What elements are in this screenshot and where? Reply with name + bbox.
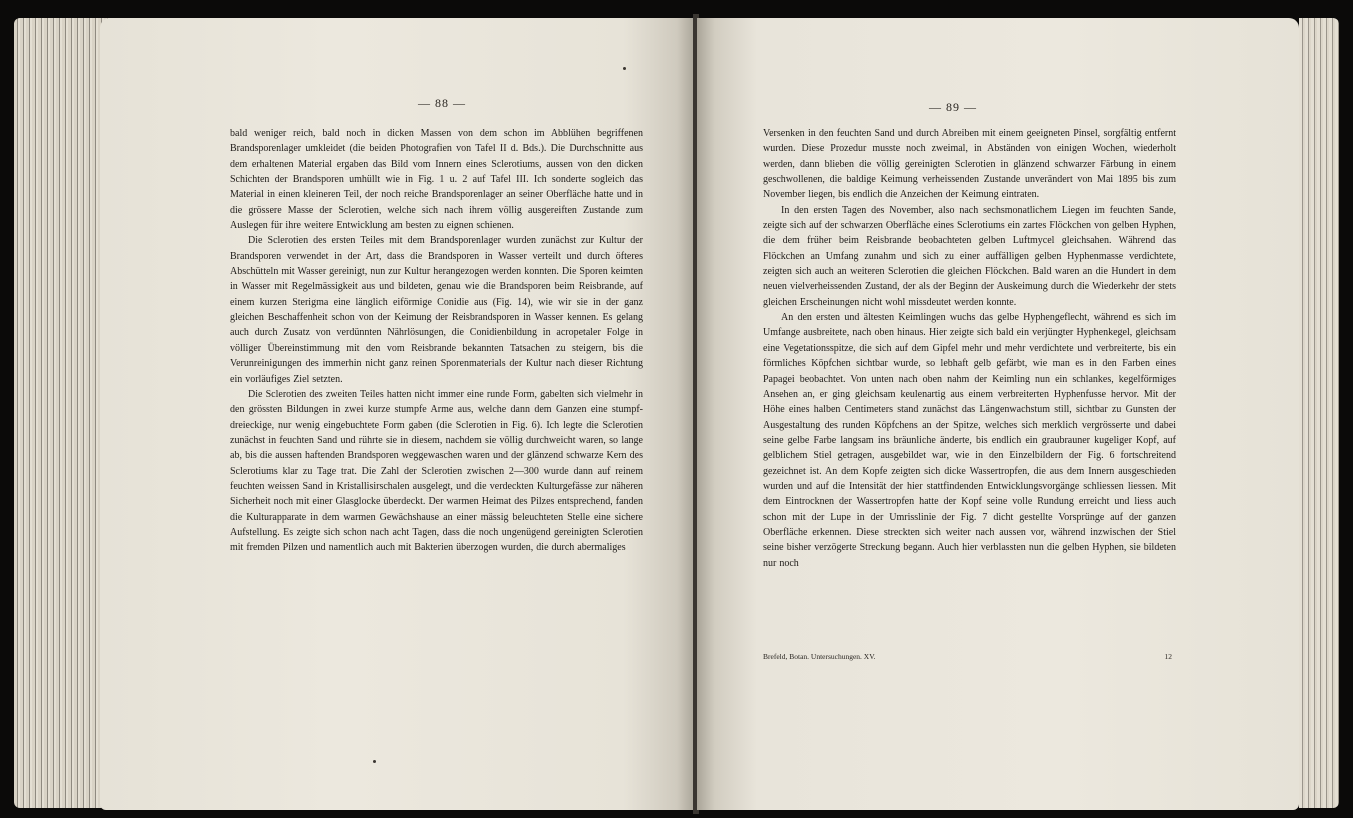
- left-page-edges: [14, 18, 114, 808]
- left-paragraph-1: bald weniger reich, bald noch in dicken Massen von dem schon im Abblühen begriffenen Brandsporenlager umkleidet (die beiden Photografien von Tafel II d. Bds.). Die Durchschnitte aus dem erhaltenen Material ergaben das Bild vom Innern eines Sclerotiums, aussen von den dicken Schichten der Brandsporen umhüllt wie in Fig. 1 u. 2 auf Tafel III. Ich sonderte sogleich das Material in einen kleineren Teil, der noch reiche Brandsporenlager an seiner Oberfläche hatte und in die grössere Masse der Sclerotien, welche sich nach ihrem völlig ausgereiften Zustande zum Auslegen für ihre weitere Entwicklung am besten zu eignen schienen.: [230, 128, 643, 232]
- right-page-edges: [1299, 18, 1339, 808]
- left-page-number: — 88 —: [418, 96, 466, 110]
- left-paragraph-2: Die Sclerotien des ersten Teiles mit dem Brandsporenlager wurden zunächst zur Kultur der Brandsporen verwendet in der Art, dass die Brandsporen in Wasser verteilt und durch öfteres Abschütteln mit Wasser gereinigt, nun zur Kultur herangezogen werden konnten. Die Sporen keimten in Wasser mit Regelmässigkeit aus und bildeten, genau wie die Brandsporen beim Reisbrande, auf einem kurzen Sterigma eine länglich eiförmige Conidie aus (Fig. 14), wie wir sie in der ganz gleichen Beschaffenheit schon von der Keimung der Reisbrandsporen in Wasser kennen. Es gelang auch durch Zusatz von verdünnten Nährlösungen, die Conidienbildung in acropetaler Folge in völliger Übereinstimmung mit den vom Reisbrande bekannten Tatsachen zu steigern, bis die Verunreinigungen des immerhin nicht ganz reinen Sporenmaterials der Kultur nach dieser Richtung ein vorläufiges Ziel setzten.: [230, 235, 643, 385]
- left-page-text: [230, 126, 643, 556]
- left-page: [100, 18, 695, 810]
- right-paragraph-3: An den ersten und ältesten Keimlingen wuchs das gelbe Hyphengeflecht, während es sich im Umfange ausbreitete, nach oben hinaus. Hier zeigte sich bald ein verjüngter Hyphenkegel, gleichsam eine Vegetationsspitze, die sich auf dem Gipfel mehr und mehr verdichtete und verbreiterte, bis ein förmliches Köpfchen sichtbar wurde, so lebhaft gelb gefärbt, wie man es in den Farben eines Papagei beobachtet. Von unten nach oben nahm der Keimling nun ein schlankes, kegelförmiges Ansehen an, er ging gleichsam keulenartig aus einem verbreiterten Hyphenfusse hervor. Mit der Höhe eines halben Centimeters stand zunächst das Längenwachstum still, sichtbar zu Gunsten der Ausgestaltung des runden Köpfchens an der Spitze, welches sich merklich vergrösserte und dabei seine gelbe Farbe langsam ins bräunliche änderte, bis endlich ein graubrauner kugeliger Kopf, auf gelblichem Stiel getragen, ausgebildet war, wie in den Einzelbildern der Fig. 6 fortschreitend gezeichnet ist. An dem Kopfe zeigten sich dicke Wassertropfen, die aus dem Innern ausgeschieden wurden und auf die Intensität der hier stattfindenden Entwicklungsvorgänge schliessen liessen. Mit dem Eintrocknen der Wassertropfen hatte der Kopf seine volle Rundung erreicht und liess auch schon mit der Lupe in der Umrisslinie der Fig. 7 dicht gestellte Vorsprünge auf der ganzen Oberfläche erkennen. Diese streckten sich weiter nach aussen vor, während inzwischen der Stiel seine bisher verzögerte Streckung begann. Auch hier verblassten nun die gelben Hyphen, sie bildeten nur noch: [763, 312, 1176, 569]
- paper-speck: [373, 760, 376, 763]
- right-page-number: — 89 —: [929, 100, 977, 114]
- right-page-text: [763, 126, 1176, 571]
- right-paragraph-2: In den ersten Tagen des November, also nach sechsmonatlichem Liegen im feuchten Sande, zeigte sich auf der schwarzen Oberfläche eines Sclerotiums ein zartes Flöckchen von gelben Hyphen, die dem früher beim Reisbrande beobachteten gelben Luftmycel gleichsahen. Während das Flöckchen an Umfang zunahm und sich zu einer auffälligen gelben Hyphenmasse verdichtete, zeigten sich auch an weiteren Sclerotien die gleichen Flöckchen. Bald waren an die Hundert in dem neuen vielverheissenden Zustand, der als der Beginn der Auskeimung durch die Wiederkehr der stets gleichen Erscheinungen nicht wohl missdeutet werden konnte.: [763, 204, 1176, 308]
- left-paragraph-3: Die Sclerotien des zweiten Teiles hatten nicht immer eine runde Form, gabelten sich vielmehr in den grössten Bildungen in zwei kurze stumpfe Arme aus, welche dann dem Ganzen eine stumpf-dreieckige, nur wenig eingebuchtete Form gaben (die Sclerotien in Fig. 6). Ich legte die Sclerotien zunächst in feuchten Sand und rührte sie in diesem, nachdem sie völlig durchweicht waren, so lange ab, bis die aussen haftenden Brandsporen weggewaschen waren und der glänzend schwarze Kern des Sclerotiums klar zu Tage trat. Die Zahl der Sclerotien zwischen 2—300 wurde dann auf reinem feuchten weissen Sand in Kristallisirschalen ausgelegt, und die verdeckten Kulturgefässe zur näheren Sicherheit noch mit einer Glasglocke überdeckt. Der warmen Heimat des Pilzes entsprechend, fanden die Kulturapparate in dem warmen Gewächshause an einer mässig beleuchteten Stelle eine sichere Aufstellung. Es zeigte sich schon nach acht Tagen, dass die noch ungenügend gereinigten Sclerotien mit fremden Pilzen und namentlich auch mit Bakterien überzogen wurden, die durch abermaliges: [230, 388, 643, 554]
- right-paragraph-1: Versenken in den feuchten Sand und durch Abreiben mit einem geeigneten Pinsel, sorgfältig entfernt wurden. Diese Prozedur musste noch zweimal, in Abständen von einigen Wochen, wiederholt werden, dann blieben die völlig gereinigten Sclerotien in glänzend schwarzer Färbung in einem geschwollenen, die baldige Keimung verheissenden Zustande unverändert von Mai 1895 bis zum November liegen, bis endlich die Anzeichen der Keimung eintraten.: [763, 128, 1176, 201]
- signature-mark: 12: [1164, 652, 1172, 661]
- footer-citation: Brefeld, Botan. Untersuchungen. XV.: [763, 652, 876, 661]
- right-page: [697, 18, 1299, 810]
- paper-speck: [623, 67, 626, 70]
- page-footer: [763, 652, 1176, 661]
